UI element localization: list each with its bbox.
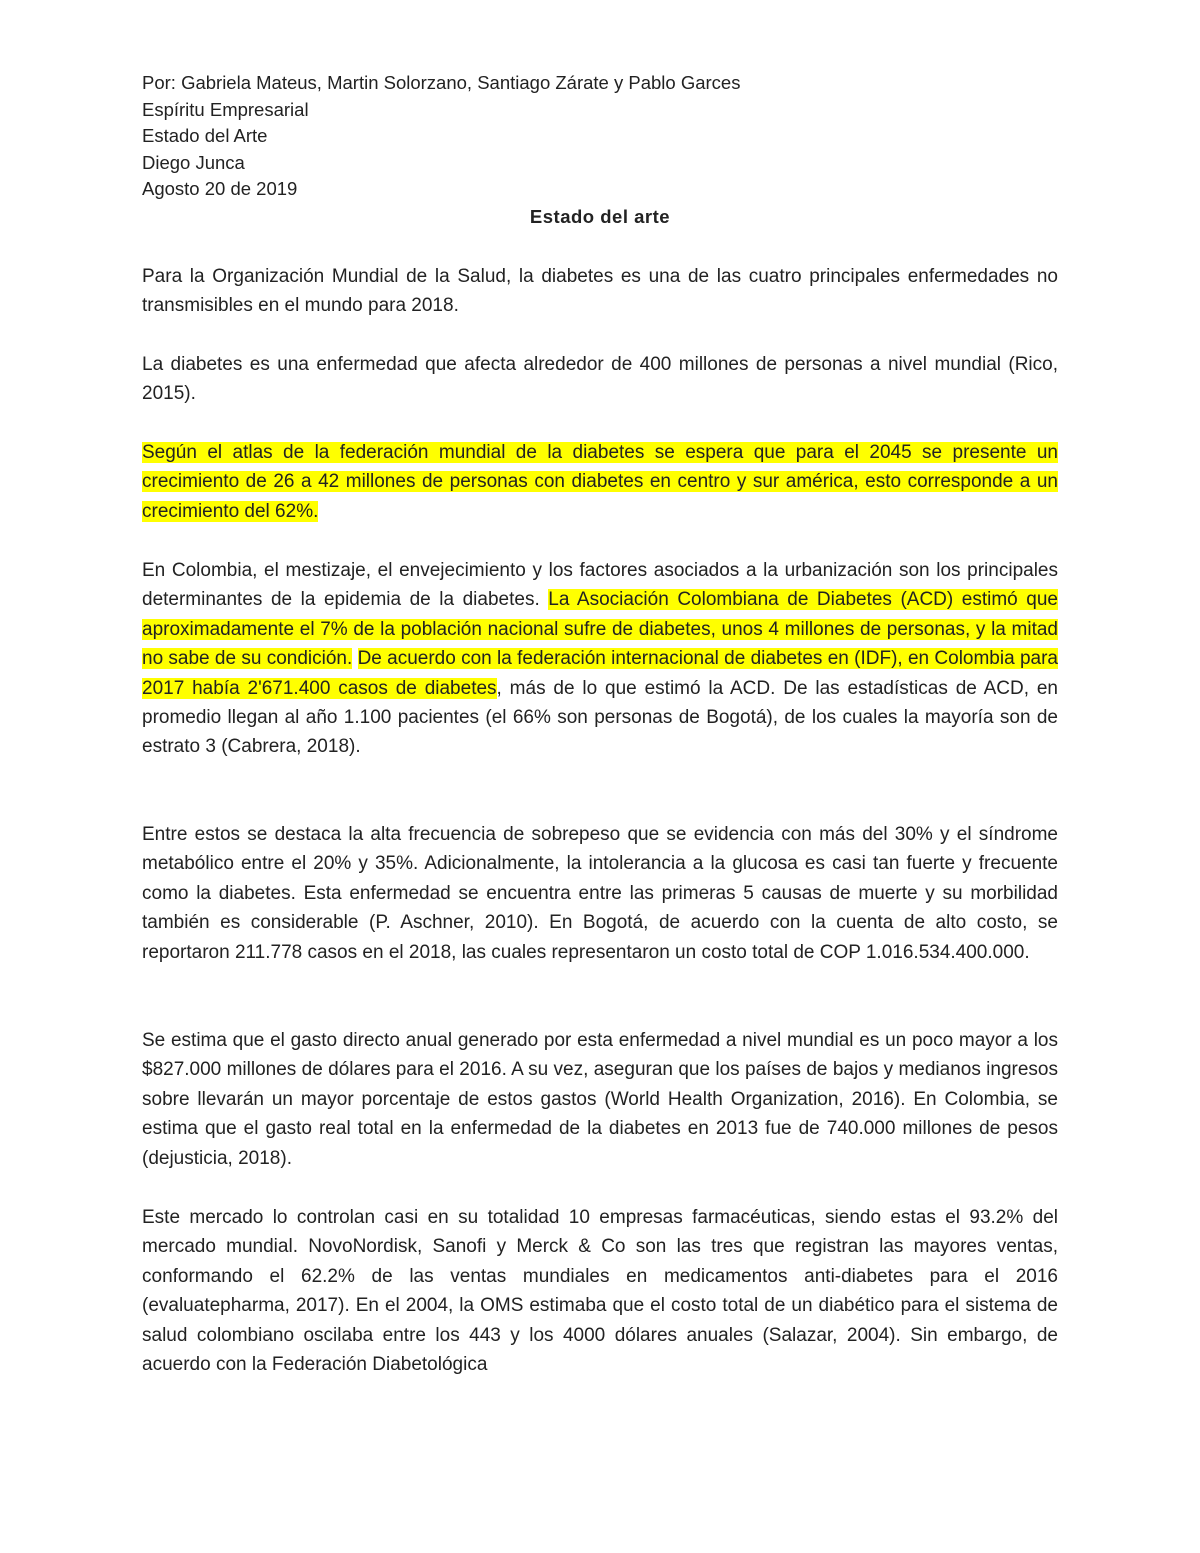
paragraph-prevalence: La diabetes es una enfermedad que afecta alrededor de 400 millones de personas a nivel mundial (Rico, 2015). xyxy=(142,354,1058,405)
paragraph-text: , más de lo que estimó la ACD. De las estadísticas de ACD, en promedio llegan al año 1.100 pacientes (el 66% son personas de Bogotá), de los cuales la mayoría son de estrato 3 (Cabrera, 2018). xyxy=(142,677,1059,758)
paragraph-costs: Se estima que el gasto directo anual generado por esta enfermedad a nivel mundial es un poco mayor a los $827.000 millones de dólares para el 2016. A su vez, aseguran que los países de bajos y medianos ingresos sobre llevarán un mayor porcentaje de estos gastos (World Health Organization, 2016). En Colombia, se estima que el gasto real total en la enfermedad de la diabetes en 2013 fue de 740.000 millones de pesos (dejusticia, 2018). xyxy=(142,1030,1058,1169)
document-title: Estado del arte xyxy=(529,206,671,227)
highlighted-text: De acuerdo con la federación internacional de diabetes en (IDF), en Colombia para 2017 había 2'671.400 casos de diabetes xyxy=(142,648,1058,699)
paragraph-risk-factors: Entre estos se destaca la alta frecuencia de sobrepeso que se evidencia con más del 30% y el síndrome metabólico entre el 20% y 35%. Adicionalmente, la intolerancia a la glucosa es casi tan fuerte y frecuente como la diabetes. Esta enfermedad se encuentra entre las primeras 5 causas de muerte y su morbilidad también es considerable (P. Aschner, 2010). En Bogotá, de acuerdo con la cuenta de alto costo, se reportaron 211.778 casos en el 2018, las cuales representaron un costo total de COP 1.016.534.400.000. xyxy=(142,824,1058,963)
paragraph-text xyxy=(352,648,357,669)
date-line: Agosto 20 de 2019 xyxy=(142,178,298,200)
document-header xyxy=(142,70,1058,203)
paragraph-colombia xyxy=(142,556,1058,762)
paragraph-who: Para la Organización Mundial de la Salud, la diabetes es una de las cuatro principales enfermedades no transmisibles en el mundo para 2018. xyxy=(142,266,1058,317)
paragraph-market: Este mercado lo controlan casi en su totalidad 10 empresas farmacéuticas, siendo estas el 93.2% del mercado mundial. NovoNordisk, Sanofi y Merck & Co son las tres que registran las mayores ventas, conformando el 62.2% de las ventas mundiales en medicamentos anti-diabetes para el 2016 (evaluatepharma, 2017). En el 2004, la OMS estimaba que el costo total de un diabético para el sistema de salud colombiano oscilaba entre los 443 y los 4000 dólares anuales (Salazar, 2004). Sin embargo, de acuerdo con la Federación Diabetológica xyxy=(142,1207,1058,1376)
paragraph-atlas-projection xyxy=(142,438,1058,526)
highlighted-text: Según el atlas de la federación mundial de la diabetes se espera que para el 2045 se presente un crecimiento de 26 a 42 millones de personas con diabetes en centro y sur américa, esto corresponde a un crecimiento del 62%. xyxy=(142,442,1058,522)
paragraph-text: En Colombia, el mestizaje, el envejecimiento y los factores asociados a la urbanización son los principales determinantes de la epidemia de la diabetes. xyxy=(142,560,1058,611)
authors-line: Por: Gabriela Mateus, Martin Solorzano, Santiago Zárate y Pablo Garces xyxy=(142,72,741,93)
highlighted-text: La Asociación Colombiana de Diabetes (ACD) estimó que aproximadamente el 7% de la población nacional sufre de diabetes, unos 4 millones de personas, y la mitad no sabe de su condición. xyxy=(142,589,1058,670)
assignment-line: Estado del Arte xyxy=(142,125,268,147)
professor-line: Diego Junca xyxy=(142,151,245,173)
course-line: Espíritu Empresarial xyxy=(142,98,309,120)
